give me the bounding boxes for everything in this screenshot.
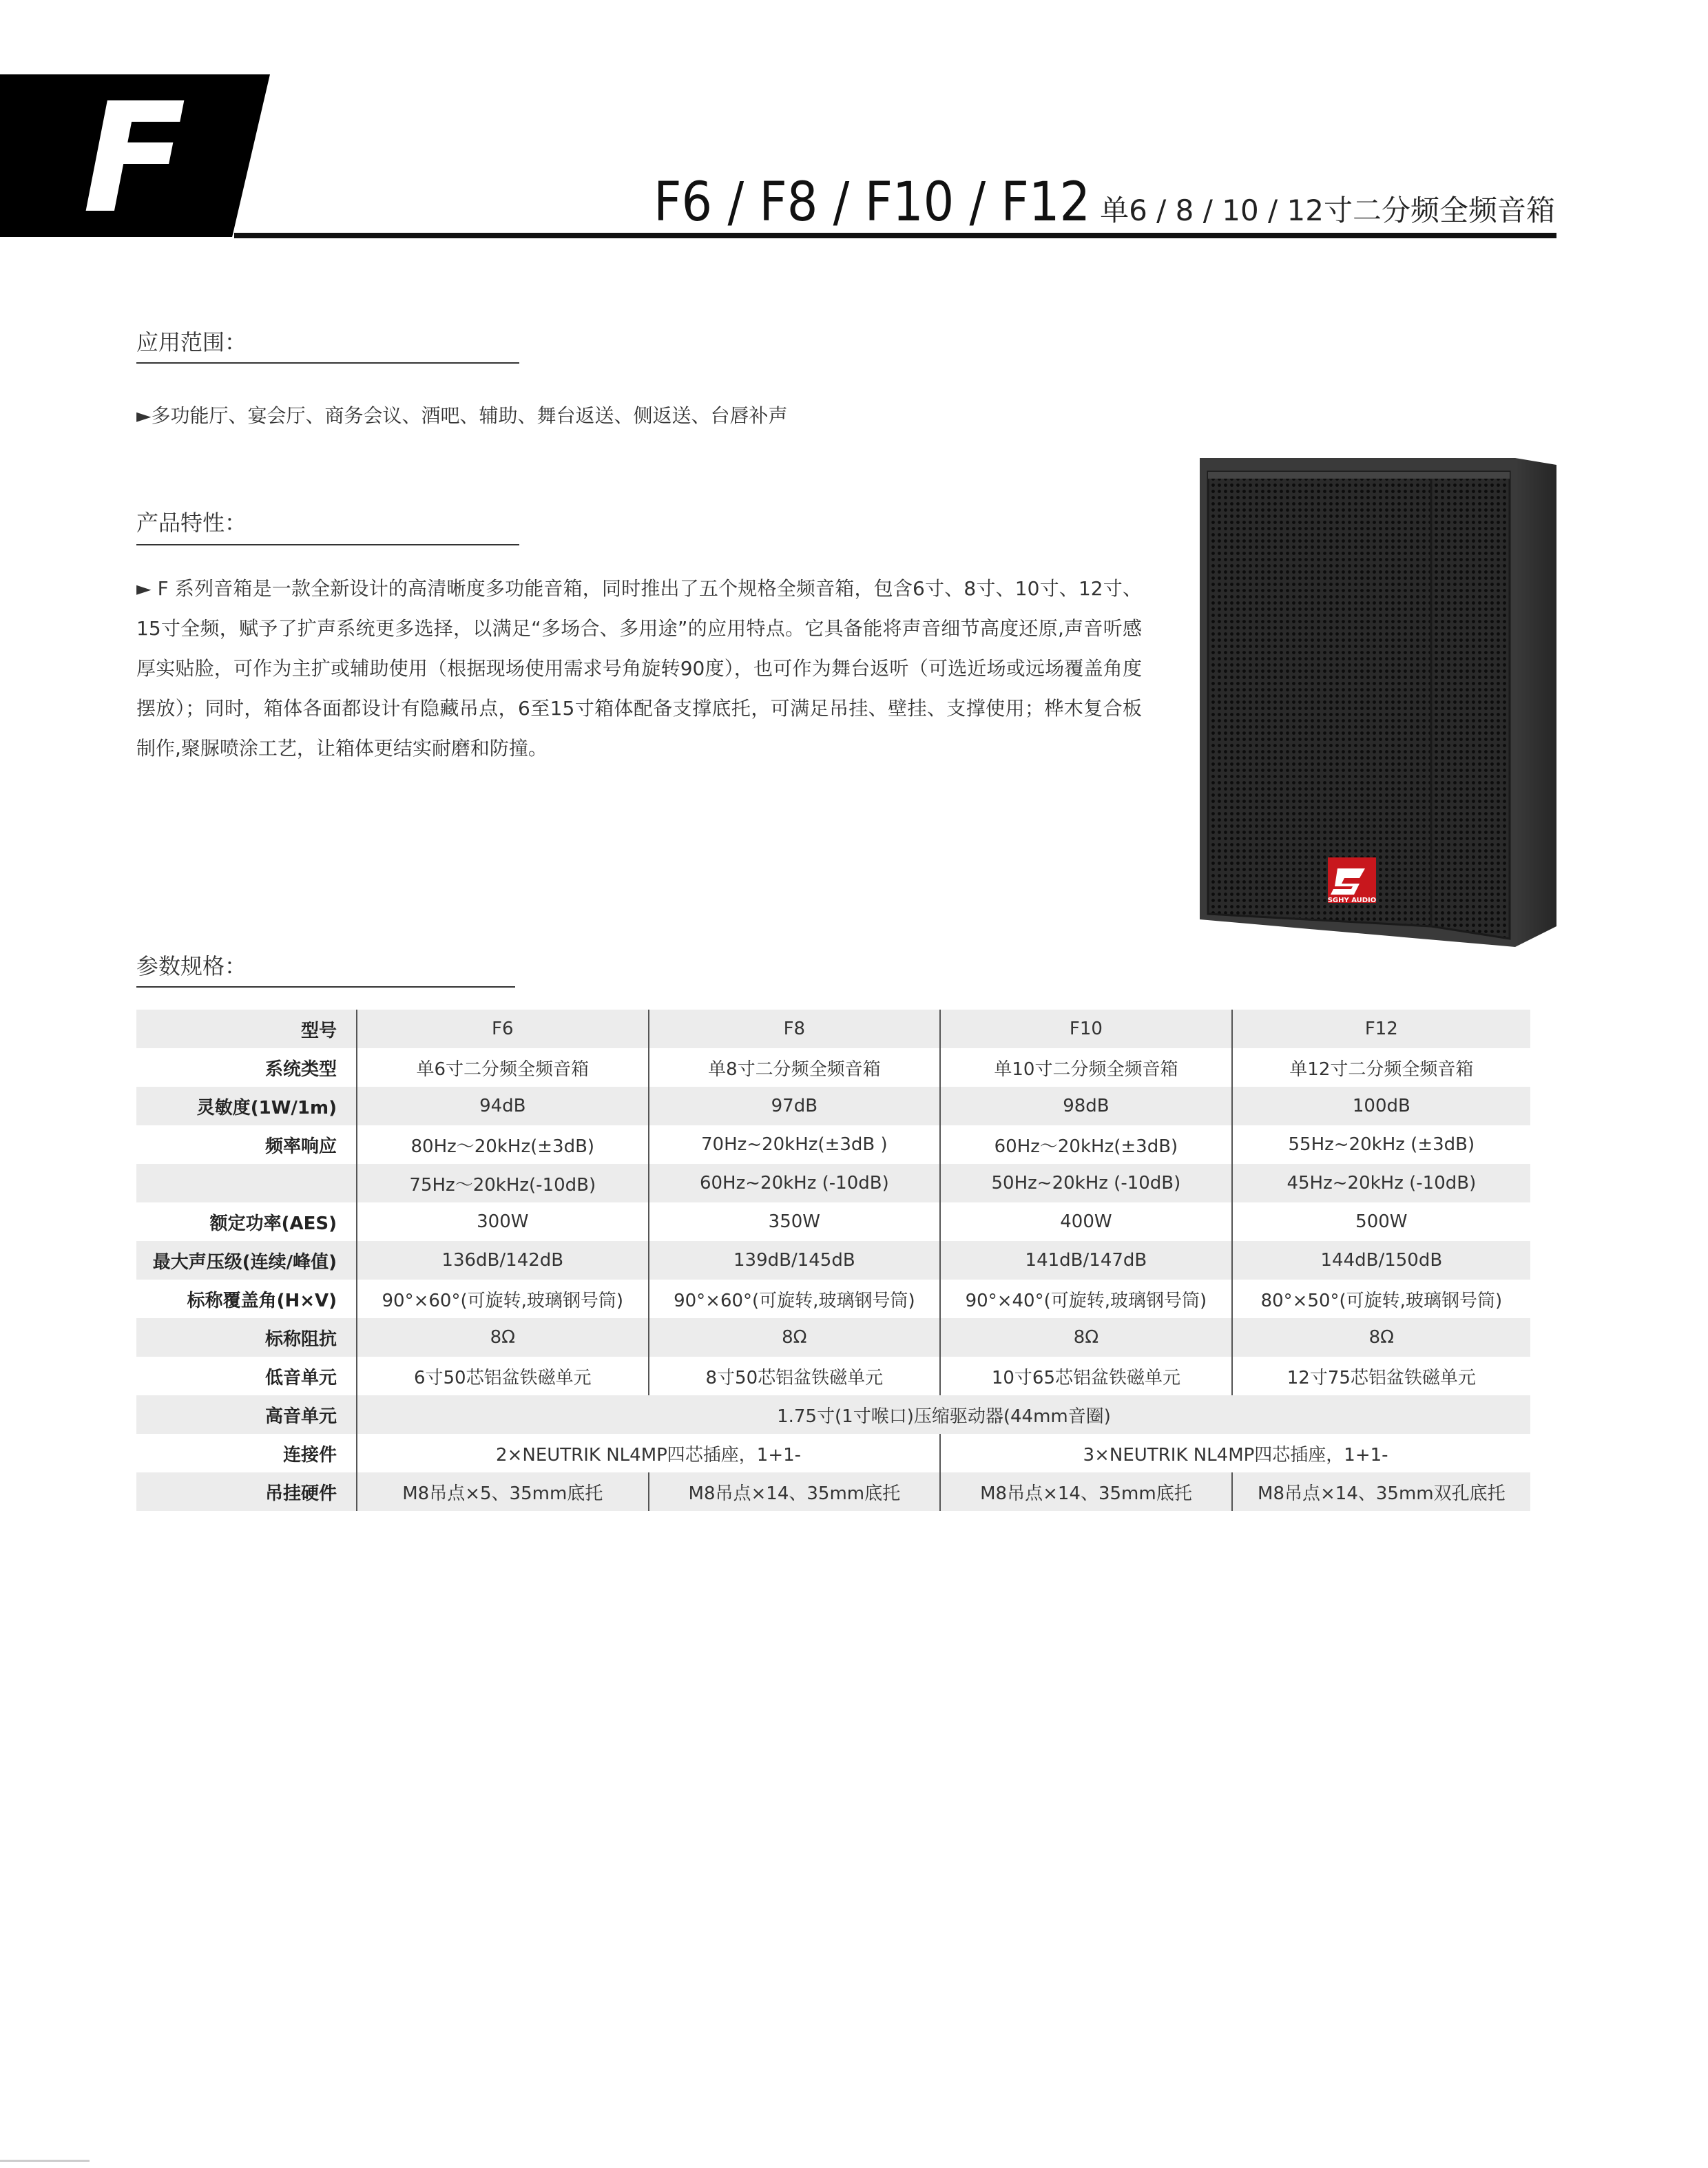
table-cell: 80°×50°(可旋转,玻璃钢号筒) [1260,1290,1503,1311]
table-cell: M8吊点×14、35mm底托 [649,1472,941,1511]
features-rule [136,544,519,545]
header-rule [234,233,1556,238]
table-cell: 90°×40°(可旋转,玻璃钢号筒) [940,1280,1232,1318]
brand-logo-text: SGHY AUDIO [1327,897,1377,904]
table-row [136,1318,1530,1357]
table-cell: F6 [357,1010,649,1048]
row-label: 型号 [136,1010,357,1048]
table-cell: F10 [940,1010,1232,1048]
table-cell: 350W [649,1202,941,1241]
table-cell: 8Ω [1232,1318,1530,1357]
table-cell: 8寸50芯铝盆铁磁单元 [649,1357,941,1395]
table-row-tweeter [136,1395,1530,1434]
table-cell: 300W [357,1202,649,1241]
header-description: 单6 / 8 / 10 / 12寸二分频全频音箱 [1100,194,1555,227]
table-cell: 单6寸二分频全频音箱 [357,1048,649,1087]
table-cell: 500W [1355,1211,1408,1232]
table-cell: 136dB/142dB [357,1241,649,1280]
table-cell: 8Ω [649,1318,941,1357]
row-label: 标称阻抗 [136,1318,357,1357]
table-cell: 144dB/150dB [1232,1241,1530,1280]
row-label: 系统类型 [136,1048,357,1087]
table-cell: 6寸50芯铝盆铁磁单元 [357,1357,649,1395]
header-models: F6 / F8 / F10 / F12 [654,171,1091,233]
application-rule [136,362,519,364]
specs-rule [136,986,515,988]
row-label: 连接件 [136,1434,357,1472]
table-row [136,1010,1530,1048]
specs-title: 参数规格： [136,953,247,979]
table-cell: 400W [940,1202,1232,1241]
table-cell: M8吊点×14、35mm底托 [940,1472,1232,1511]
spec-table [136,1010,1530,1511]
table-row [136,1048,1530,1087]
series-letter: F [83,70,187,247]
speaker-product-image [1191,451,1563,961]
row-label: 最大声压级(连续/峰值) [136,1241,357,1280]
table-cell: M8吊点×14、35mm双孔底托 [1232,1472,1530,1511]
table-row [136,1357,1530,1395]
table-cell: 2×NEUTRIK NL4MP四芯插座，1+1- [357,1434,940,1472]
table-row-rigging [136,1472,1530,1511]
table-cell: 141dB/147dB [940,1241,1232,1280]
table-cell: 3×NEUTRIK NL4MP四芯插座，1+1- [1083,1444,1388,1466]
table-cell: 139dB/145dB [649,1241,941,1280]
table-cell: 12寸75芯铝盆铁磁单元 [1287,1367,1476,1388]
table-cell: 单12寸二分频全频音箱 [1289,1059,1474,1080]
table-cell: 98dB [940,1087,1232,1125]
table-cell: 90°×60°(可旋转,玻璃钢号筒) [357,1280,649,1318]
row-label: 高音单元 [136,1395,357,1434]
table-cell: F8 [649,1010,941,1048]
table-row [136,1087,1530,1125]
features-text: ► F 系列音箱是一款全新设计的高清晰度多功能音箱，同时推出了五个规格全频音箱，包含6寸、8寸、10寸、12寸、15寸全频，赋予了扩声系统更多选择，以满足“多场合、多用途”的应用特点。它具备能将声音细节高度还原,声音听感厚实贴脸，可作为主扩或辅助使用（根据现场使用需求号角旋转90度），也可作为舞台返听（可选近场或远场覆盖角度摆放）；同时，箱体各面都设计有隐藏吊点，6至15寸箱体配备支撑底托，可满足吊挂、壁挂、支撑使用；桦木复合板制作,聚脲喷涂工艺，让箱体更结实耐磨和防撞。 [136,577,1142,760]
table-cell: 单10寸二分频全频音箱 [940,1048,1232,1087]
features-title: 产品特性： [136,510,247,536]
row-label [136,1164,357,1202]
table-cell: 8Ω [357,1318,649,1357]
table-cell: 60Hz~20kHz (-10dB) [649,1164,941,1202]
table-cell: 60Hz～20kHz(±3dB) [940,1125,1232,1164]
table-cell: 94dB [357,1087,649,1125]
table-cell: 8Ω [940,1318,1232,1357]
table-cell: 50Hz~20kHz (-10dB) [940,1164,1232,1202]
table-cell: 单8寸二分频全频音箱 [649,1048,941,1087]
table-cell: F12 [1232,1010,1530,1048]
row-label: 标称覆盖角(H×V) [136,1280,357,1318]
application-text: ►多功能厅、宴会厅、商务会议、酒吧、辅助、舞台返送、侧返送、台唇补声 [136,404,788,427]
table-cell: 97dB [649,1087,941,1125]
table-row [136,1202,1530,1241]
row-label: 频率响应 [136,1125,357,1164]
table-row-connector [136,1434,1530,1472]
table-cell: 70Hz~20kHz(±3dB ) [649,1125,941,1164]
table-cell: 55Hz~20kHz (±3dB) [1288,1134,1475,1155]
table-row [136,1164,1530,1202]
table-cell: M8吊点×5、35mm底托 [357,1472,649,1511]
table-cell: 90°×60°(可旋转,玻璃钢号筒) [649,1280,941,1318]
table-row [136,1125,1530,1164]
row-label: 灵敏度(1W/1m) [136,1087,357,1125]
row-label: 吊挂硬件 [136,1472,357,1511]
table-row [136,1241,1530,1280]
footer-rule [0,2160,90,2162]
row-label: 低音单元 [136,1357,357,1395]
table-row [136,1280,1530,1318]
row-label: 额定功率(AES) [136,1202,357,1241]
table-cell: 45Hz~20kHz (-10dB) [1232,1164,1530,1202]
table-cell: 75Hz～20kHz(-10dB) [357,1164,649,1202]
table-cell: 80Hz～20kHz(±3dB) [357,1125,649,1164]
table-cell: 100dB [1232,1087,1530,1125]
table-cell: 1.75寸(1寸喉口)压缩驱动器(44mm音圈) [357,1395,1530,1434]
application-title: 应用范围： [136,329,247,355]
header-title [654,171,1555,233]
table-cell: 10寸65芯铝盆铁磁单元 [940,1357,1232,1395]
